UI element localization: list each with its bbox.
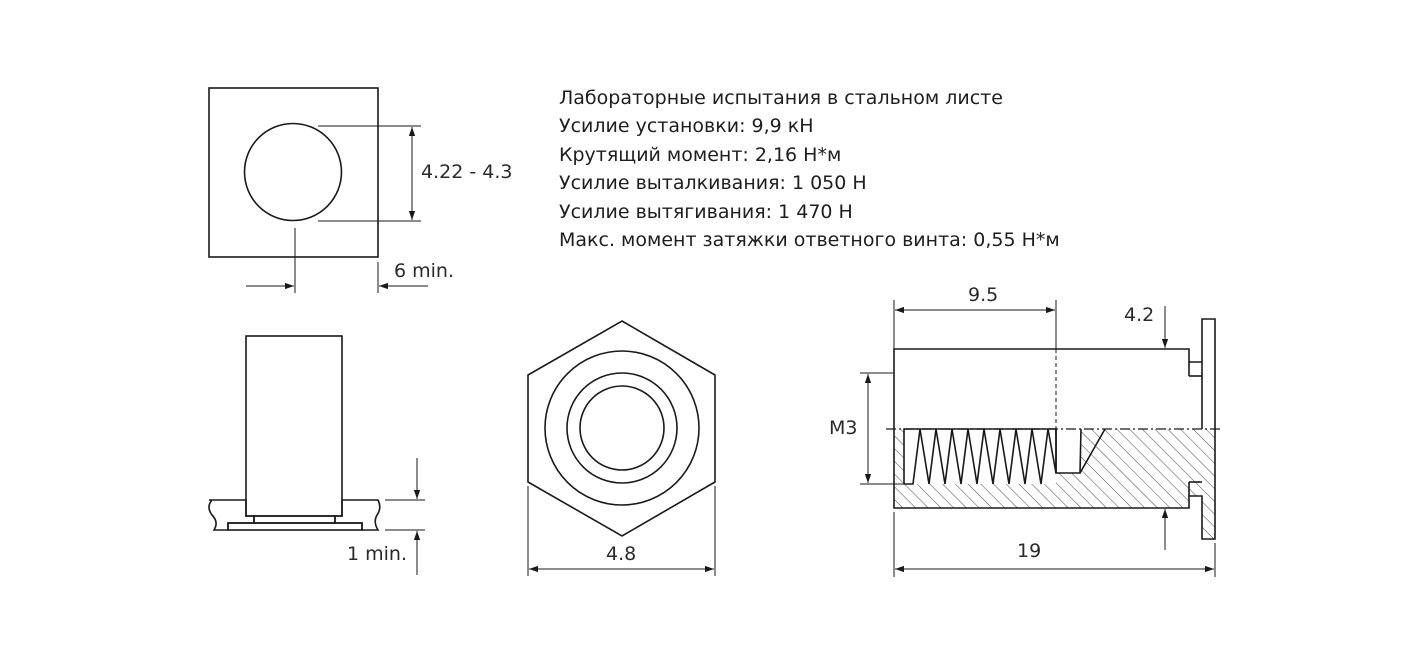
thread-size-label: M3 — [829, 417, 858, 439]
fastener-flange — [228, 523, 362, 530]
installed-side-view — [209, 336, 425, 575]
spec-pushout-force: Усилие выталкивания: 1 050 Н — [559, 172, 867, 195]
spec-torque: Крутящий момент: 2,16 Н*м — [559, 143, 842, 166]
panel-hole-view — [209, 88, 512, 293]
spec-pullout-force: Усилие вытягивания: 1 470 Н — [559, 200, 853, 223]
sheet-section — [209, 500, 254, 530]
total-length-label: 19 — [1017, 540, 1042, 562]
head-height-label: 4.2 — [1124, 304, 1155, 326]
thread-length-label: 9.5 — [968, 284, 999, 306]
sheet-square — [209, 88, 378, 257]
hex-top-view — [528, 321, 715, 576]
internal-thread — [904, 429, 1056, 484]
fastener-body — [246, 336, 342, 516]
spec-max-tightening-torque: Макс. момент затяжки ответного винта: 0,55 Н*м — [559, 229, 1060, 252]
hex-outline — [528, 321, 715, 536]
fastener-section-view — [829, 284, 1222, 577]
hole-diameter-label: 4.22 - 4.3 — [421, 161, 513, 183]
sheet-thickness-label: 1 min. — [347, 543, 407, 565]
edge-distance-label: 6 min. — [394, 260, 454, 282]
test-results-title: Лабораторные испытания в стальном листе — [559, 87, 1003, 109]
spec-install-force: Усилие установки: 9,9 кН — [559, 115, 814, 138]
hex-width-label: 4.8 — [606, 543, 637, 565]
mounting-hole — [245, 124, 342, 221]
